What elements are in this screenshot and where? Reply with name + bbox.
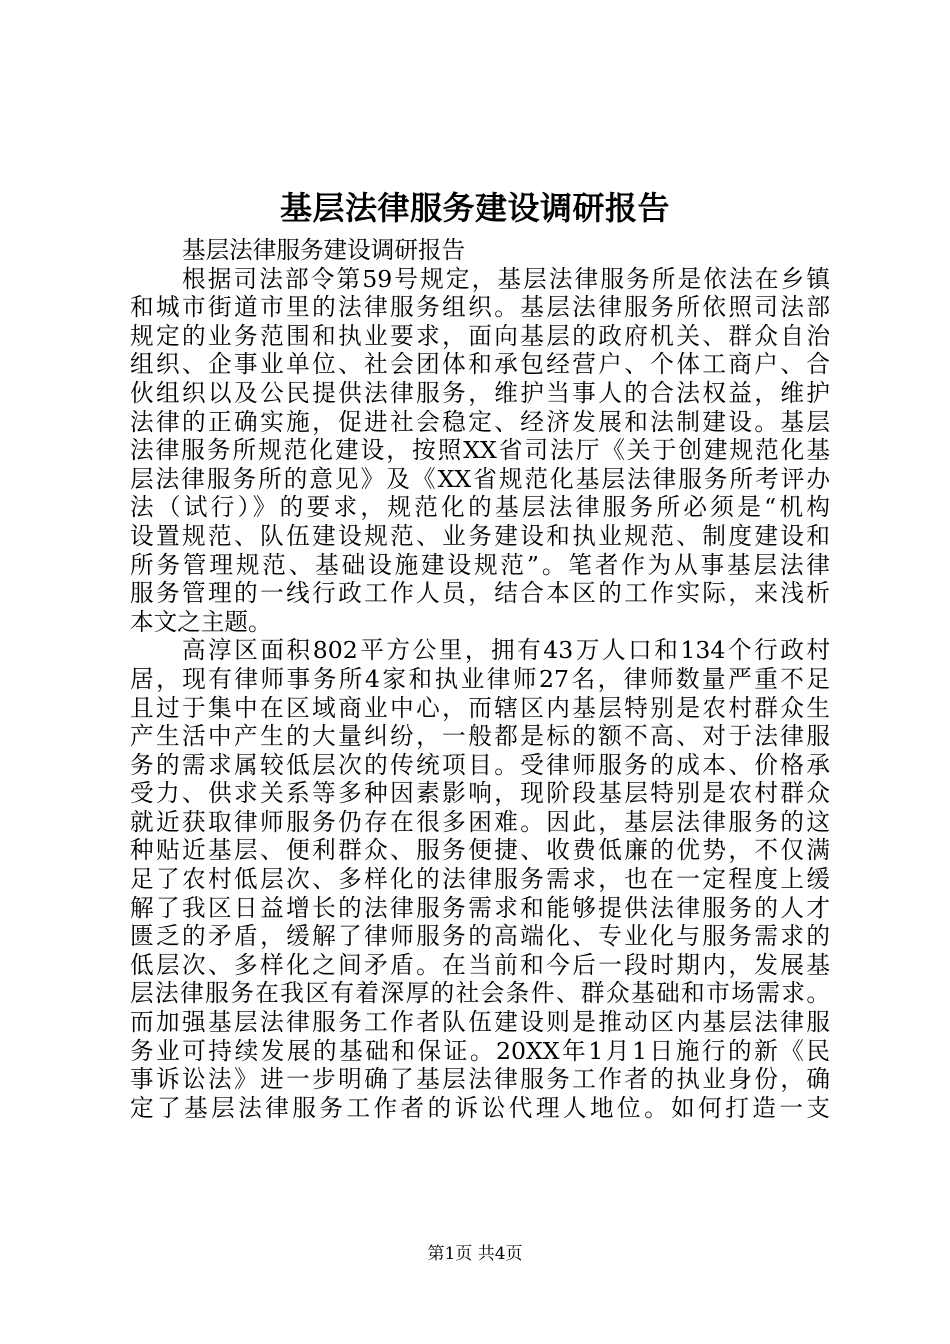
paragraph-line: 受力、供求关系等多种因素影响，现阶段基层特别是农村群众 [130,779,830,808]
paragraph-line: 法律服务所规范化建设，按照XX省司法厅《关于创建规范化基 [130,436,830,465]
paragraph-line: 组织、企事业单位、社会团体和承包经营户、个体工商户、合 [130,350,830,379]
paragraph-line: 匮乏的矛盾，缓解了律师服务的高端化、专业化与服务需求的 [130,922,830,951]
paragraph-line: 根据司法部令第59号规定，基层法律服务所是依法在乡镇 [182,264,830,293]
paragraph-line: 层法律服务所的意见》及《XX省规范化基层法律服务所考评办 [130,464,830,493]
paragraph-line: 务的需求属较低层次的传统项目。受律师服务的成本、价格承 [130,750,830,779]
paragraph-line: 设置规范、队伍建设规范、业务建设和执业规范、制度建设和 [130,521,830,550]
paragraph-line: 就近获取律师服务仍存在很多困难。因此，基层法律服务的这 [130,807,830,836]
paragraph-line: 种贴近基层、便利群众、服务便捷、收费低廉的优势，不仅满 [130,836,830,865]
document-body [130,236,830,1122]
paragraph-line: 高淳区面积802平方公里，拥有43万人口和134个行政村 [182,636,830,665]
paragraph-line: 解了我区日益增长的法律服务需求和能够提供法律服务的人才 [130,893,830,922]
paragraph-line: 足了农村低层次、多样化的法律服务需求，也在一定程度上缓 [130,865,830,894]
paragraph-line: 居，现有律师事务所4家和执业律师27名，律师数量严重不足 [130,664,830,693]
paragraph-line: 本文之主题。 [130,607,272,636]
paragraph-line: 法律的正确实施，促进社会稳定、经济发展和法制建设。基层 [130,407,830,436]
paragraph-line: 层法律服务在我区有着深厚的社会条件、群众基础和市场需求。 [130,979,830,1008]
paragraph-line: 低层次、多样化之间矛盾。在当前和今后一段时期内，发展基 [130,950,830,979]
paragraph-line: 产生活中产生的大量纠纷，一般都是标的额不高、对于法律服 [130,722,830,751]
paragraph-line: 伙组织以及公民提供法律服务，维护当事人的合法权益，维护 [130,378,830,407]
paragraph-line: 务业可持续发展的基础和保证。20XX年1月1日施行的新《民 [130,1036,830,1065]
paragraph-line: 服务管理的一线行政工作人员，结合本区的工作实际，来浅析 [130,579,830,608]
paragraph-line: 而加强基层法律服务工作者队伍建设则是推动区内基层法律服 [130,1008,830,1037]
paragraph-line: 定了基层法律服务工作者的诉讼代理人地位。如何打造一支 [130,1093,830,1122]
page-number-footer: 第1页 共4页 [427,1244,523,1264]
document-title: 基层法律服务建设调研报告 [279,189,670,227]
document-subtitle: 基层法律服务建设调研报告 [182,236,466,264]
paragraph-line: 规定的业务范围和执业要求，面向基层的政府机关、群众自治 [130,321,830,350]
paragraph-line: 和城市街道市里的法律服务组织。基层法律服务所依照司法部 [130,293,830,322]
paragraph-line: 事诉讼法》进一步明确了基层法律服务工作者的执业身份，确 [130,1065,830,1094]
paragraph-line: 法（试行）》的要求，规范化的基层法律服务所必须是“机构 [130,493,830,522]
paragraph-line: 所务管理规范、基础设施建设规范”。笔者作为从事基层法律 [130,550,830,579]
paragraph-line: 且过于集中在区域商业中心，而辖区内基层特别是农村群众生 [130,693,830,722]
